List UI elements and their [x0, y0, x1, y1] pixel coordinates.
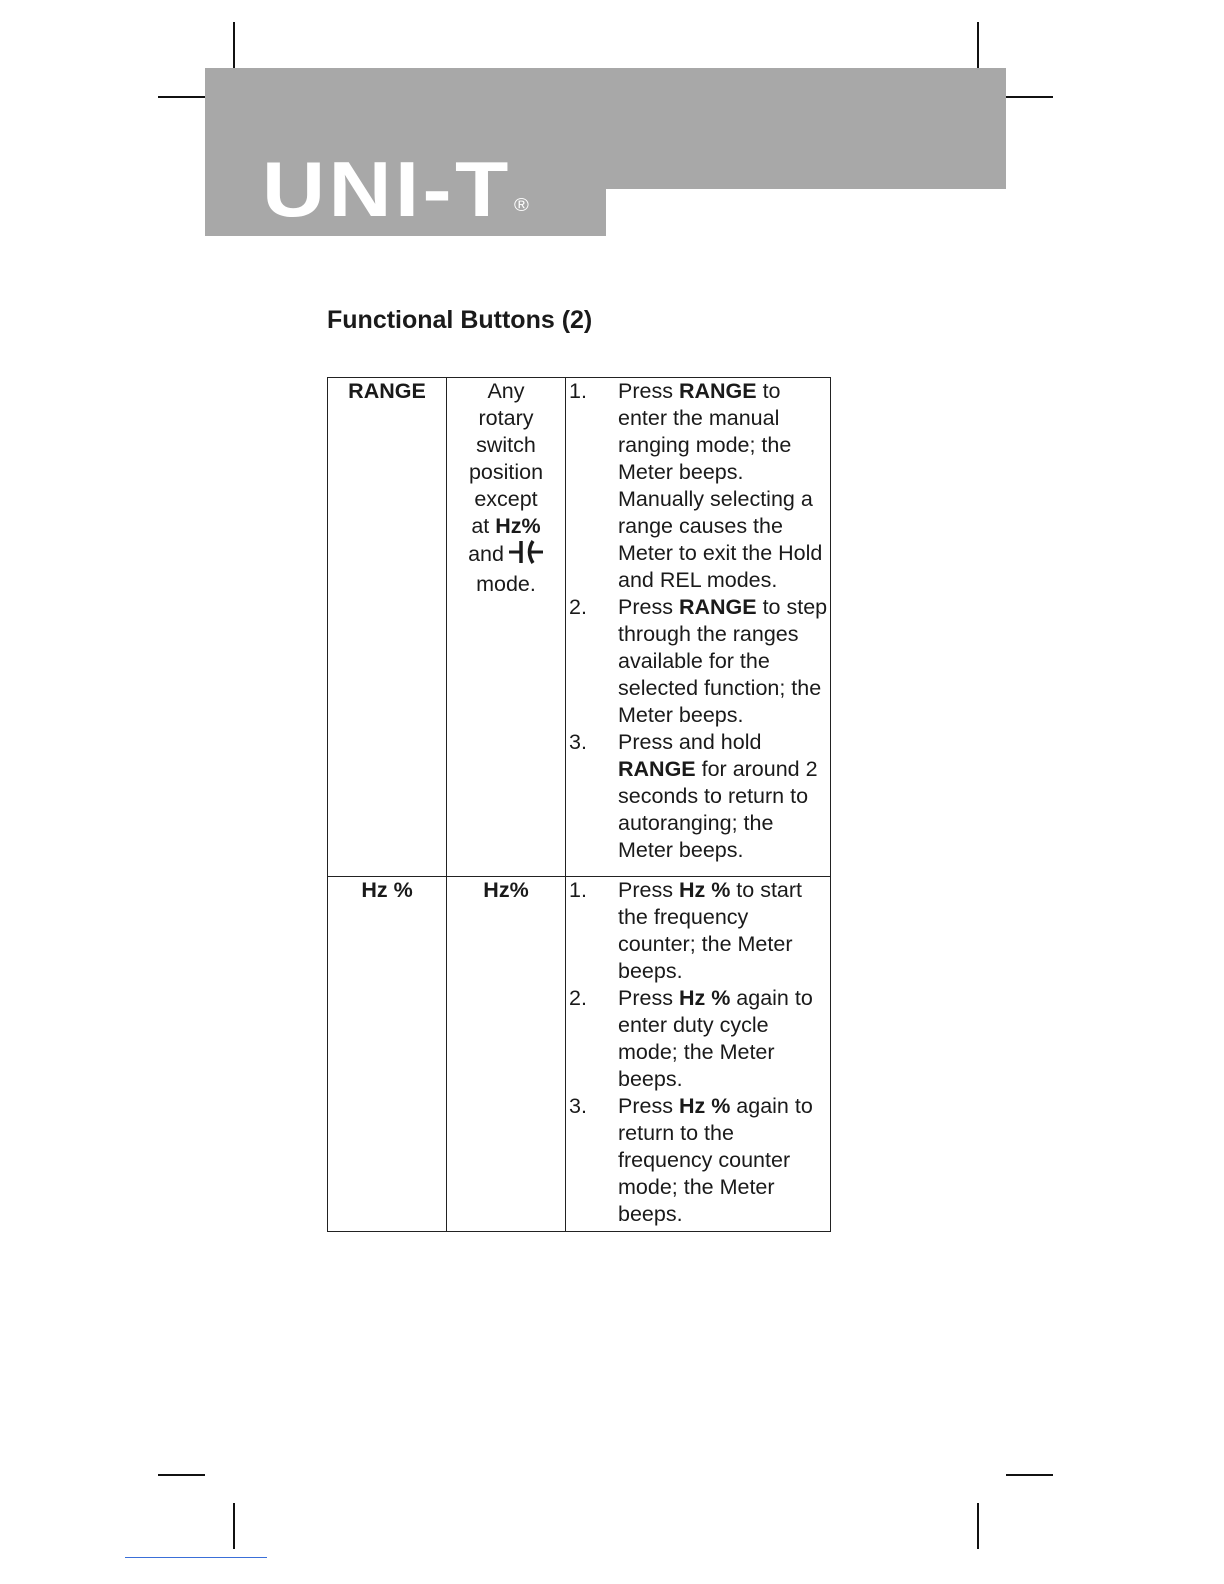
- step-text-pre: Press: [618, 379, 679, 403]
- functional-buttons-table: [327, 377, 834, 1232]
- step-number: 3.: [569, 730, 587, 754]
- steps-list: [566, 877, 830, 1231]
- position-and: and: [468, 542, 504, 566]
- crop-mark-bottom-right-vertical: [977, 1503, 979, 1549]
- step-text: [618, 877, 830, 985]
- position-line: switch: [476, 433, 536, 457]
- button-name-cell: Hz %: [328, 877, 447, 1232]
- step-number: 3.: [569, 1094, 587, 1118]
- step-text-pre: Press: [618, 878, 679, 902]
- step-text-post: to enter the manual ranging mode; the Meter beeps. Manually selecting a range causes the Meter to exit the Hold and REL modes.: [618, 379, 829, 592]
- step-text-bold: RANGE: [618, 757, 696, 781]
- position-line: Any: [487, 379, 525, 403]
- list-item: [566, 985, 830, 1093]
- crop-mark-top-left-vertical: [233, 22, 235, 68]
- position-line: [447, 540, 565, 571]
- list-item: [566, 594, 834, 729]
- step-number: 1.: [569, 878, 587, 902]
- step-text-post: to start the frequency counter; the Meter beeps.: [618, 878, 808, 983]
- page-title: Functional Buttons (2): [327, 306, 593, 334]
- step-text-bold: Hz %: [678, 878, 731, 902]
- registered-mark: ®: [513, 195, 529, 215]
- step-text-pre: Press: [618, 986, 679, 1010]
- step-text-bold: Hz %: [678, 1094, 731, 1118]
- step-text-post: again to enter duty cycle mode; the Meter beeps.: [618, 986, 819, 1091]
- crop-mark-bottom-left-horizontal: [158, 1474, 205, 1476]
- switch-position-cell: Hz%: [447, 877, 566, 1232]
- list-item: [566, 877, 830, 985]
- step-number: 2.: [569, 595, 587, 619]
- step-text: [618, 985, 830, 1093]
- step-text-post: to step through the ranges available for the selected function; the Meter beeps.: [618, 595, 834, 727]
- step-text-post: again to return to the frequency counter mode; the Meter beeps.: [618, 1094, 819, 1226]
- step-text-bold: RANGE: [678, 595, 757, 619]
- step-text: [618, 729, 830, 864]
- position-line: [447, 513, 565, 540]
- step-text: [618, 1093, 830, 1228]
- list-item: [566, 729, 830, 864]
- capacitor-icon: [508, 540, 544, 571]
- position-bold-mode: Hz%: [495, 514, 541, 538]
- bottom-link-underline: [125, 1557, 267, 1558]
- table-row-range: [328, 378, 831, 877]
- step-text: [618, 594, 834, 729]
- position-line: rotary: [478, 406, 534, 430]
- step-text-pre: Press and hold: [618, 730, 768, 754]
- crop-mark-top-right-horizontal: [1006, 96, 1053, 98]
- step-number: 2.: [569, 986, 587, 1010]
- crop-mark-top-right-vertical: [977, 22, 979, 68]
- step-text: [618, 378, 830, 594]
- steps-list: [566, 378, 834, 867]
- crop-mark-bottom-right-horizontal: [1006, 1474, 1053, 1476]
- list-item: [566, 1093, 830, 1228]
- brand-logo: [262, 145, 529, 233]
- table-row-hz: [328, 877, 831, 1232]
- step-text-pre: Press: [618, 595, 679, 619]
- crop-mark-bottom-left-vertical: [233, 1503, 235, 1549]
- step-number: 1.: [569, 379, 587, 403]
- position-line: position: [468, 460, 544, 484]
- switch-position-cell: [447, 378, 566, 877]
- description-cell: [566, 378, 834, 877]
- brand-logo-text: UNI-T: [262, 145, 512, 233]
- step-text-bold: Hz %: [678, 986, 731, 1010]
- crop-mark-top-left-horizontal: [158, 96, 205, 98]
- step-text-post: for around 2 seconds to return to autoranging; the Meter beeps.: [618, 757, 824, 862]
- step-text-bold: RANGE: [678, 379, 757, 403]
- step-text-pre: Press: [618, 1094, 679, 1118]
- position-line: mode.: [476, 572, 536, 596]
- position-line: except: [474, 487, 538, 511]
- list-item: [566, 378, 830, 594]
- button-name-cell: RANGE: [328, 378, 447, 877]
- description-cell: [566, 877, 831, 1232]
- position-at-prefix: at: [471, 514, 496, 538]
